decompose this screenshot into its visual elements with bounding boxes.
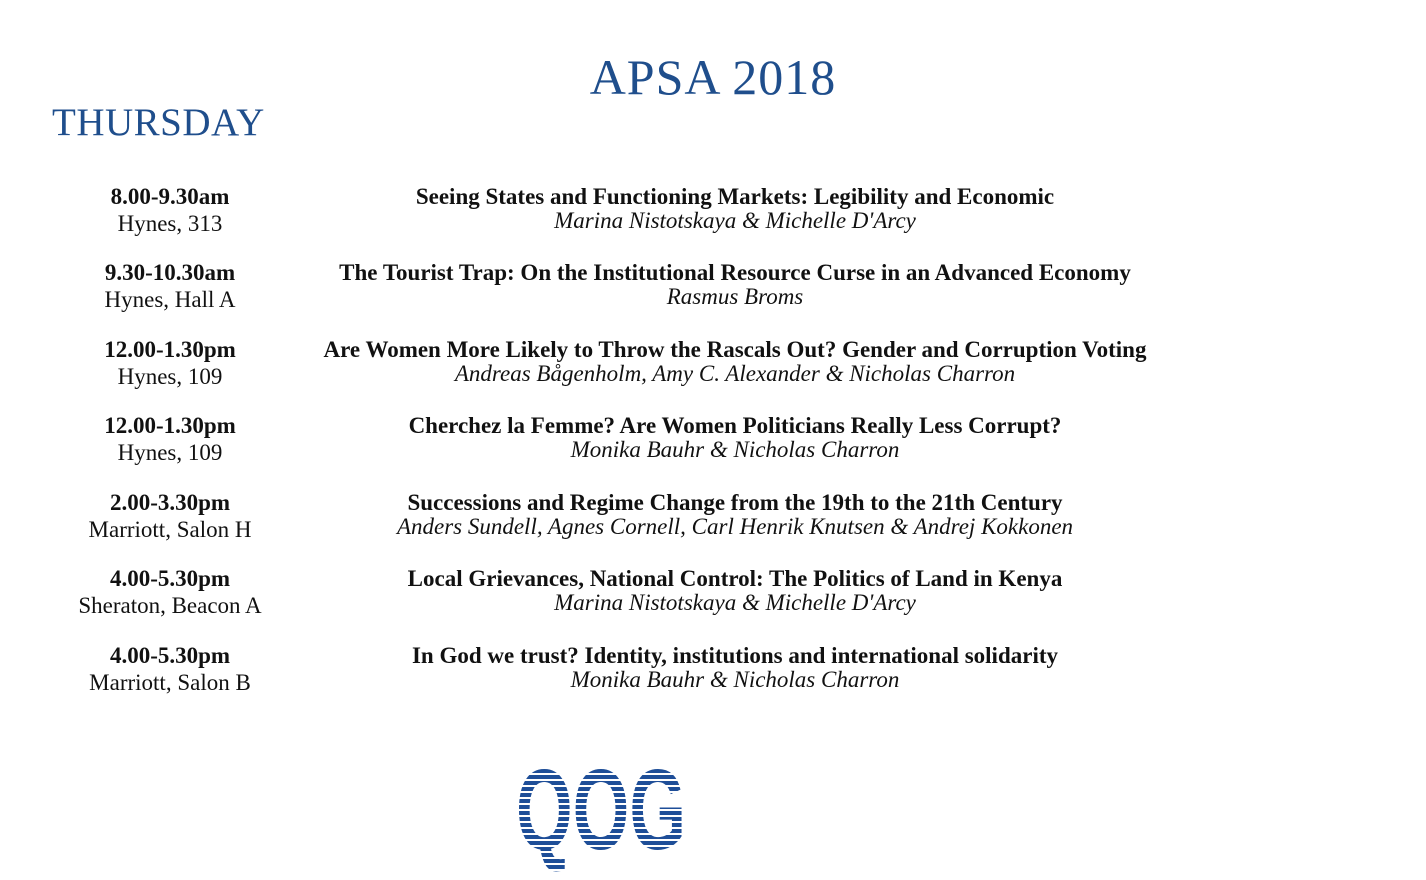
session-authors: Monika Bauhr & Nicholas Charron (570, 437, 900, 462)
session-item (0, 180, 1200, 250)
session-time: 4.00-5.30pm (109, 566, 231, 591)
session-item (0, 486, 1200, 556)
session-title: Local Grievances, National Control: The Politics of Land in Kenya (407, 566, 1063, 591)
session-venue: Hynes, 109 (117, 364, 223, 389)
session-venue: Sheraton, Beacon A (78, 593, 262, 618)
session-time: 12.00-1.30pm (104, 413, 236, 438)
session-item (0, 562, 1200, 632)
session-authors: Anders Sundell, Agnes Cornell, Carl Henrik Knutsen & Andrej Kokkonen (396, 514, 1074, 539)
session-item (0, 639, 1200, 709)
session-item (0, 409, 1200, 479)
session-title: The Tourist Trap: On the Institutional Resource Curse in an Advanced Economy (339, 260, 1131, 285)
event-title: APSA 2018 (589, 49, 837, 105)
qog-logo (514, 747, 688, 874)
session-time: 9.30-10.30am (104, 260, 236, 285)
session-authors: Andreas Bågenholm, Amy C. Alexander & Nicholas Charron (454, 361, 1016, 386)
session-authors: Monika Bauhr & Nicholas Charron (570, 667, 900, 692)
session-title: Cherchez la Femme? Are Women Politicians Really Less Corrupt? (408, 413, 1062, 438)
session-venue: Marriott, Salon H (88, 517, 252, 542)
qog-logo-text: QOG (516, 747, 686, 874)
session-time: 8.00-9.30am (110, 184, 230, 209)
session-title: Seeing States and Functioning Markets: Legibility and Economic (415, 184, 1055, 209)
session-venue: Hynes, Hall A (104, 287, 236, 312)
session-time: 4.00-5.30pm (109, 643, 231, 668)
session-venue: Hynes, 109 (117, 440, 223, 465)
session-time: 12.00-1.30pm (104, 337, 236, 362)
session-title: In God we trust? Identity, institutions and international solidarity (411, 643, 1058, 668)
session-title: Successions and Regime Change from the 19th to the 21th Century (407, 490, 1063, 515)
session-venue: Hynes, 313 (117, 211, 223, 236)
session-authors: Marina Nistotskaya & Michelle D'Arcy (554, 590, 916, 615)
session-item (0, 333, 1200, 403)
session-authors: Marina Nistotskaya & Michelle D'Arcy (554, 208, 916, 233)
day-title: THURSDAY (52, 101, 265, 144)
session-time: 2.00-3.30pm (109, 490, 231, 515)
session-venue: Marriott, Salon B (89, 670, 251, 695)
session-item (0, 256, 1200, 326)
session-title: Are Women More Likely to Throw the Rascals Out? Gender and Corruption Voting (323, 337, 1147, 362)
session-authors: Rasmus Broms (666, 284, 804, 309)
